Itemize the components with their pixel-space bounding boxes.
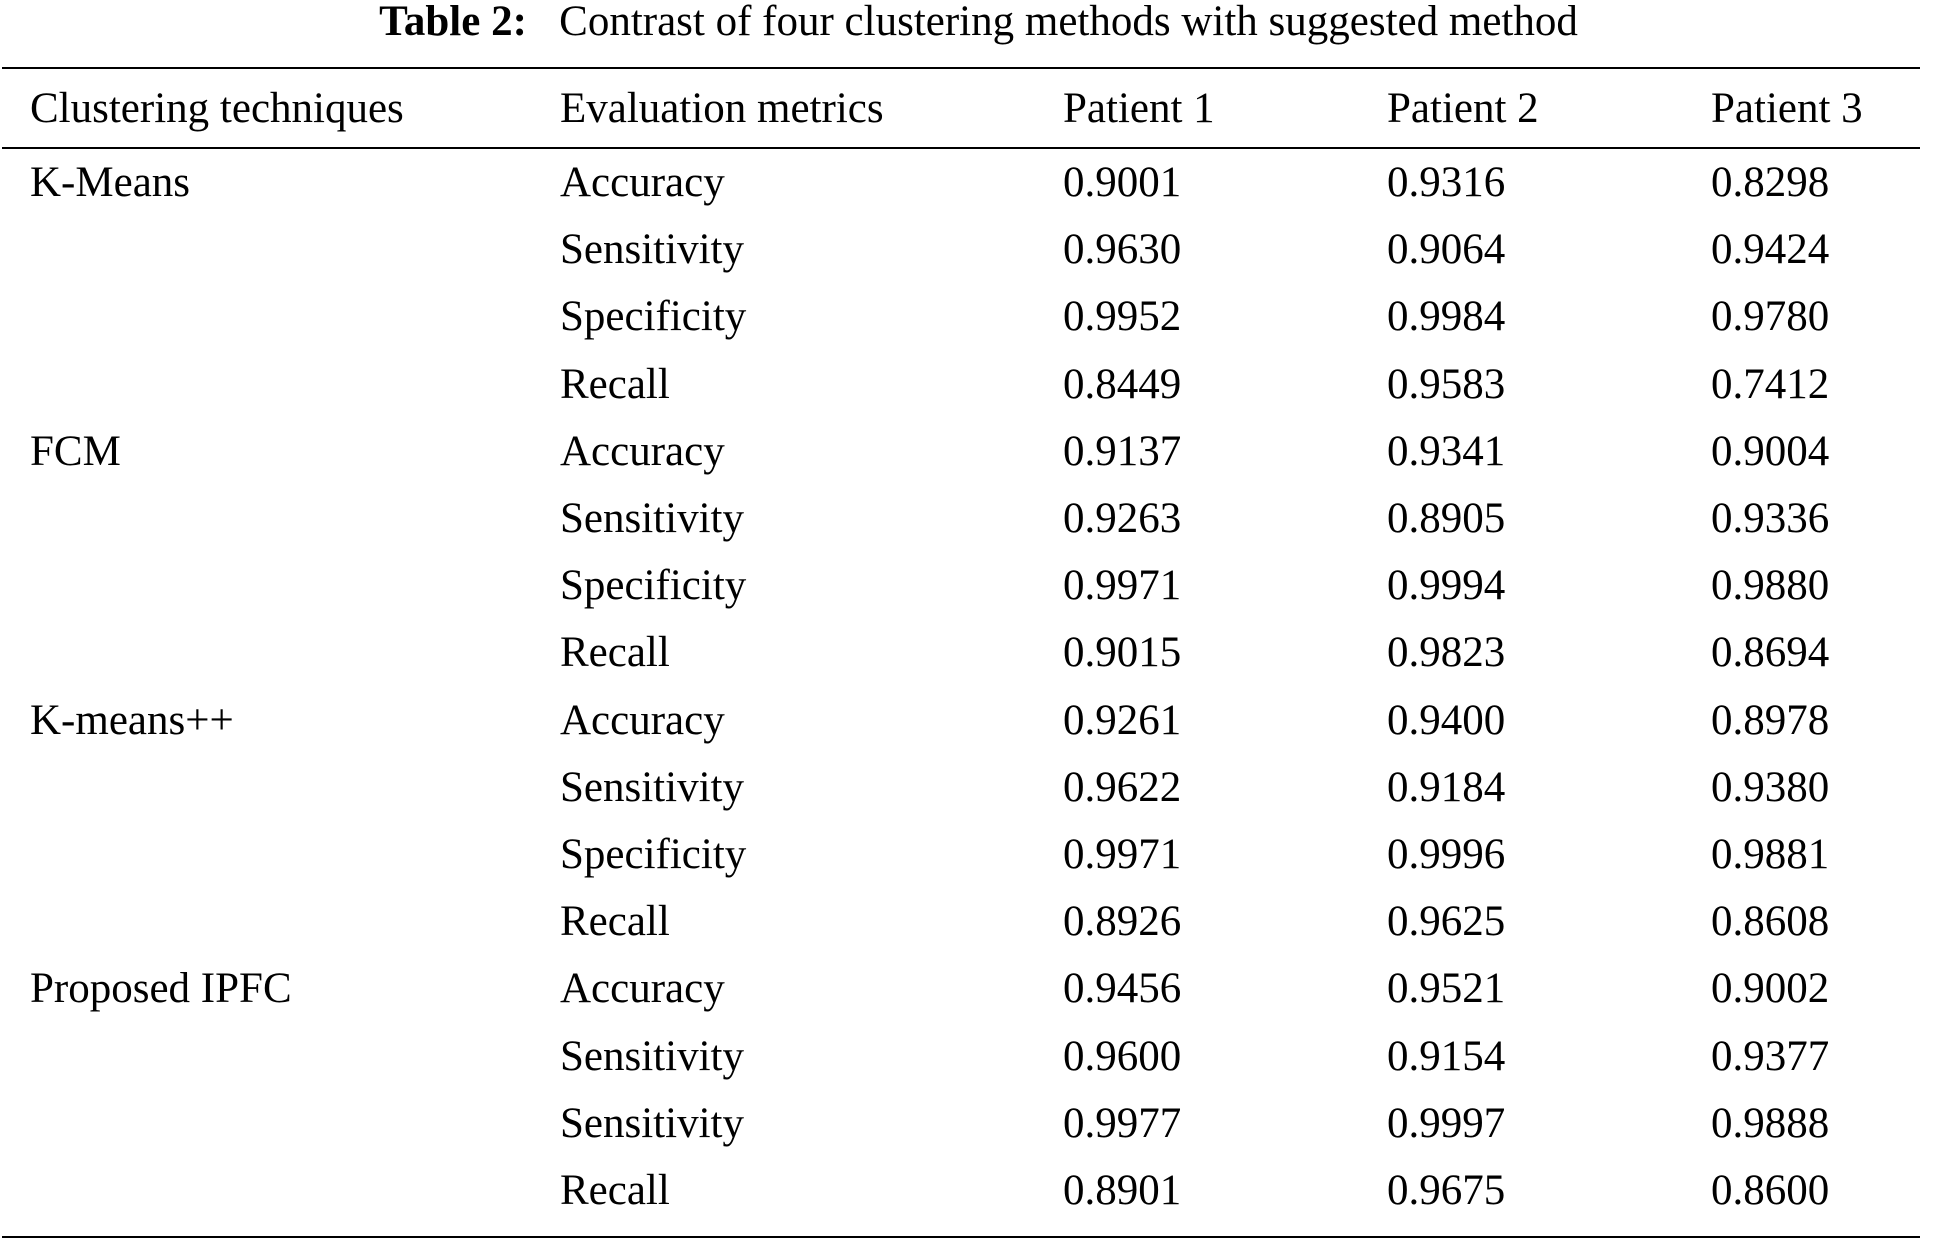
patient-1-cell: 0.8449 [1063, 360, 1182, 408]
table-row [2, 485, 1920, 552]
metric-cell: Accuracy [560, 965, 725, 1013]
technique-cell-empty [2, 283, 560, 350]
patient-3-cell: 0.8694 [1711, 629, 1830, 677]
patient-3-cell: 0.9004 [1711, 427, 1830, 475]
patient-2-cell: 0.9675 [1387, 1166, 1506, 1214]
table-row [2, 1157, 1920, 1224]
patient-1-cell: 0.9952 [1063, 293, 1182, 341]
technique-cell-empty [2, 888, 560, 955]
patient-1-cell: 0.8901 [1063, 1166, 1182, 1214]
table-row [2, 821, 1920, 888]
metric-cell: Recall [560, 898, 670, 946]
patient-3-cell: 0.9380 [1711, 763, 1830, 811]
patient-1-cell: 0.9261 [1063, 696, 1182, 744]
technique-cell-empty [2, 552, 560, 619]
metric-cell: Sensitivity [560, 763, 744, 811]
metric-cell: Recall [560, 360, 670, 408]
patient-2-cell: 0.9154 [1387, 1032, 1506, 1080]
metric-cell: Specificity [560, 830, 747, 878]
patient-2-cell: 0.9994 [1387, 562, 1506, 610]
technique-cell-empty [2, 754, 560, 821]
table-row [2, 619, 1920, 686]
patient-2-cell: 0.9823 [1387, 629, 1506, 677]
metric-cell: Sensitivity [560, 1099, 744, 1147]
patient-1-cell: 0.9137 [1063, 427, 1182, 475]
table-header [2, 69, 1920, 147]
patient-3-cell: 0.9888 [1711, 1099, 1830, 1147]
patient-2-cell: 0.9997 [1387, 1099, 1506, 1147]
patient-3-cell: 0.8298 [1711, 159, 1830, 207]
technique-cell-empty [2, 1157, 560, 1224]
header-patient-2: Patient 2 [1387, 84, 1539, 132]
patient-1-cell: 0.9622 [1063, 763, 1182, 811]
technique-cell: FCM [30, 427, 121, 475]
patient-3-cell: 0.9881 [1711, 830, 1830, 878]
metric-cell: Sensitivity [560, 1032, 744, 1080]
patient-2-cell: 0.9583 [1387, 360, 1506, 408]
patient-1-cell: 0.9630 [1063, 226, 1182, 274]
table-row [2, 418, 1920, 485]
patient-1-cell: 0.9600 [1063, 1032, 1182, 1080]
patient-3-cell: 0.7412 [1711, 360, 1830, 408]
patient-1-cell: 0.9977 [1063, 1099, 1182, 1147]
metric-cell: Recall [560, 1166, 670, 1214]
header-evaluation-metrics: Evaluation metrics [560, 84, 884, 132]
header-clustering-techniques: Clustering techniques [30, 84, 404, 132]
metric-cell: Specificity [560, 293, 747, 341]
technique-cell-empty [2, 619, 560, 686]
caption-text: Contrast of four clustering methods with suggested method [559, 0, 1578, 45]
technique-cell-empty [2, 351, 560, 418]
metric-cell: Accuracy [560, 427, 725, 475]
header-patient-3: Patient 3 [1711, 84, 1863, 132]
results-table [2, 69, 1920, 1224]
technique-cell: K-means++ [30, 696, 234, 744]
patient-1-cell: 0.9001 [1063, 159, 1182, 207]
table-caption [0, 0, 1957, 44]
technique-cell: K-Means [30, 159, 191, 207]
patient-2-cell: 0.9400 [1387, 696, 1506, 744]
patient-1-cell: 0.9971 [1063, 562, 1182, 610]
metric-cell: Accuracy [560, 696, 725, 744]
metric-cell: Specificity [560, 562, 747, 610]
patient-2-cell: 0.9521 [1387, 965, 1506, 1013]
technique-cell-empty [2, 821, 560, 888]
technique-cell: Proposed IPFC [30, 965, 292, 1013]
patient-2-cell: 0.9316 [1387, 159, 1506, 207]
patient-3-cell: 0.9880 [1711, 562, 1830, 610]
technique-cell-empty [2, 1090, 560, 1157]
patient-1-cell: 0.9015 [1063, 629, 1182, 677]
patient-2-cell: 0.9184 [1387, 763, 1506, 811]
metric-cell: Sensitivity [560, 226, 744, 274]
table-row [2, 1090, 1920, 1157]
patient-3-cell: 0.9002 [1711, 965, 1830, 1013]
caption-label: Table 2: [379, 0, 527, 45]
metric-cell: Accuracy [560, 159, 725, 207]
patient-1-cell: 0.9456 [1063, 965, 1182, 1013]
table-row [2, 283, 1920, 350]
technique-cell-empty [2, 485, 560, 552]
patient-3-cell: 0.9780 [1711, 293, 1830, 341]
table-row [2, 687, 1920, 754]
patient-3-cell: 0.8608 [1711, 898, 1830, 946]
technique-cell-empty [2, 216, 560, 283]
patient-1-cell: 0.9263 [1063, 495, 1182, 543]
table-body [2, 147, 1920, 1224]
technique-cell-empty [2, 1022, 560, 1089]
patient-2-cell: 0.9625 [1387, 898, 1506, 946]
patient-2-cell: 0.9996 [1387, 830, 1506, 878]
patient-2-cell: 0.9341 [1387, 427, 1506, 475]
table-row [2, 351, 1920, 418]
header-patient-1: Patient 1 [1063, 84, 1215, 132]
header-row [2, 69, 1920, 147]
patient-2-cell: 0.9984 [1387, 293, 1506, 341]
caption-spacer [538, 0, 549, 45]
bottom-rule [2, 1236, 1920, 1238]
patient-3-cell: 0.8600 [1711, 1166, 1830, 1214]
patient-3-cell: 0.9336 [1711, 495, 1830, 543]
table-row [2, 754, 1920, 821]
patient-3-cell: 0.9424 [1711, 226, 1830, 274]
patient-1-cell: 0.8926 [1063, 898, 1182, 946]
metric-cell: Recall [560, 629, 670, 677]
table-row [2, 149, 1920, 216]
patient-3-cell: 0.8978 [1711, 696, 1830, 744]
table-row [2, 552, 1920, 619]
table-row [2, 955, 1920, 1022]
patient-2-cell: 0.9064 [1387, 226, 1506, 274]
table-row [2, 216, 1920, 283]
metric-cell: Sensitivity [560, 495, 744, 543]
table-row [2, 888, 1920, 955]
patient-1-cell: 0.9971 [1063, 830, 1182, 878]
table-row [2, 1022, 1920, 1089]
patient-2-cell: 0.8905 [1387, 495, 1506, 543]
patient-3-cell: 0.9377 [1711, 1032, 1830, 1080]
